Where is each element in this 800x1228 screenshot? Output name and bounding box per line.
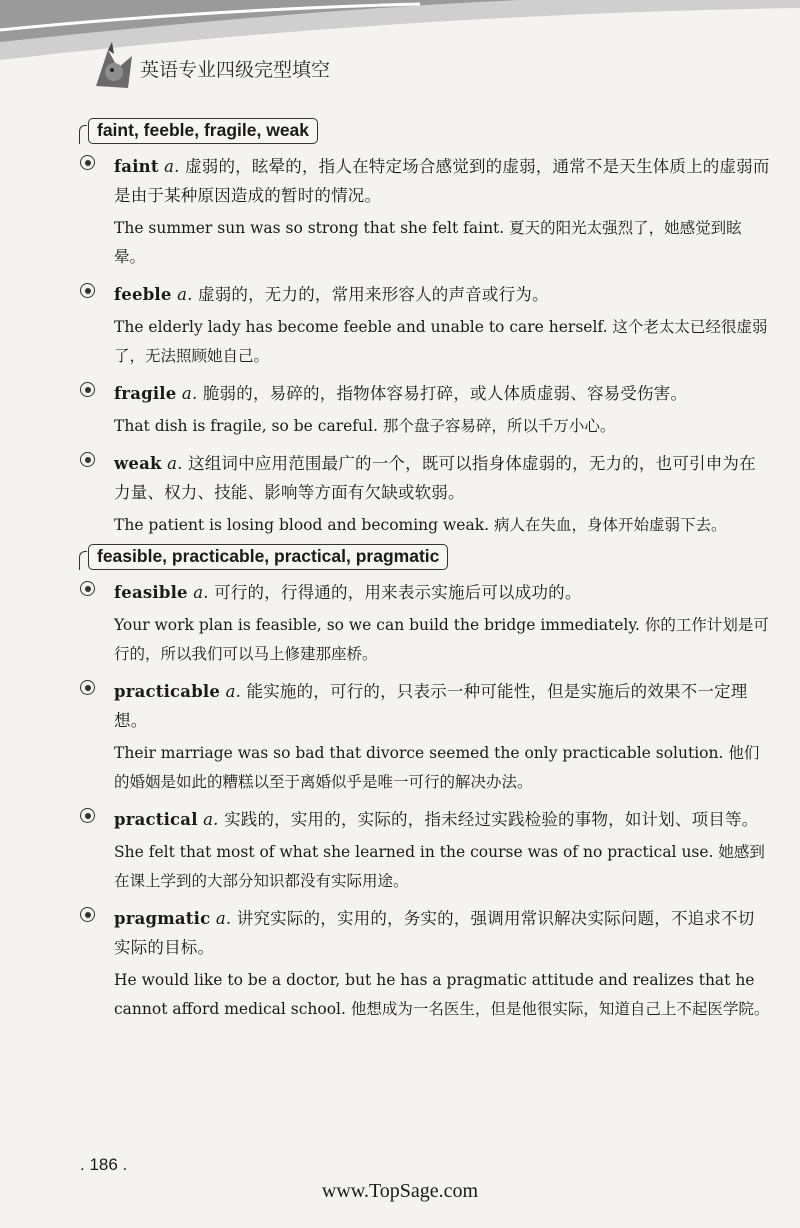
page-number: . 186 .	[80, 1155, 128, 1174]
part-of-speech: a.	[215, 909, 232, 928]
headword: faint	[114, 157, 159, 176]
bullet-icon	[80, 283, 95, 298]
group-header-feasible: feasible, practicable, practical, pragmatic	[88, 544, 448, 570]
example-sentence: Your work plan is feasible, so we can build the bridge immediately. 你的工作计划是可行的，所以我们可以马上修建那座桥。	[114, 616, 769, 663]
example-sentence: Their marriage was so bad that divorce seemed the only practicable solution. 他们的婚姻是如此的糟糕以至于离婚似乎是唯一可行的解决办法。	[114, 744, 760, 791]
example-sentence: She felt that most of what she learned in the course was of no practical use. 她感到在课上学到的大部分知识都没有实际用途。	[114, 843, 765, 890]
part-of-speech: a.	[167, 454, 183, 473]
part-of-speech: a.	[225, 682, 242, 701]
bullet-icon	[80, 907, 95, 922]
part-of-speech: a.	[181, 384, 198, 403]
headword: feeble	[114, 285, 172, 304]
bullet-icon	[80, 382, 95, 397]
part-of-speech: a.	[164, 157, 180, 176]
definition: 虚弱的，无力的，常用来形容人的声音或行为。	[198, 285, 549, 304]
headword: practicable	[114, 682, 221, 701]
example-sentence: He would like to be a doctor, but he has a pragmatic attitude and realizes that he cannot afford medical school. 他想成为一名医生，但是他很实际，知道自己上不起医学院。	[114, 971, 770, 1018]
entry-feasible	[80, 578, 770, 669]
entry-faint	[80, 152, 770, 272]
headword: fragile	[114, 384, 177, 403]
example-sentence: The elderly lady has become feeble and unable to care herself. 这个老太太已经很虚弱了，无法照顾她自己。	[114, 318, 768, 365]
example-sentence: That dish is fragile, so be careful. 那个盘子容易碎，所以千万小心。	[114, 417, 616, 435]
bullet-icon	[80, 155, 95, 170]
entry-practicable	[80, 677, 770, 797]
entry-fragile	[80, 379, 770, 441]
part-of-speech: a.	[193, 583, 209, 602]
bullet-icon	[80, 680, 95, 695]
headword: feasible	[114, 583, 188, 602]
group-header-weak: faint, feeble, fragile, weak	[88, 118, 318, 144]
footer-url: www.TopSage.com	[321, 1180, 479, 1202]
book-title: 英语专业四级完型填空	[140, 59, 331, 81]
headword: weak	[114, 454, 162, 473]
example-sentence: The patient is losing blood and becoming weak. 病人在失血，身体开始虚弱下去。	[114, 516, 727, 534]
definition: 讲究实际的，实用的，务实的，强调用常识解决实际问题，不追求不切实际的目标。	[114, 909, 755, 957]
content-area	[80, 118, 770, 1024]
entry-practical	[80, 805, 770, 896]
headword: pragmatic	[114, 909, 211, 928]
entry-pragmatic	[80, 904, 770, 1024]
definition: 能实施的，可行的，只表示一种可能性，但是实施后的效果不一定理想。	[114, 682, 748, 730]
definition: 实践的，实用的，实际的，指未经过实践检验的事物，如计划、项目等。	[224, 810, 759, 829]
entry-feeble	[80, 280, 770, 371]
part-of-speech: a.	[177, 285, 193, 304]
definition: 脆弱的，易碎的，指物体容易打碎，或人体质虚弱、容易受伤害。	[202, 384, 688, 403]
headword: practical	[114, 810, 198, 829]
definition: 虚弱的，眩晕的，指人在特定场合感觉到的虚弱，通常不是天生体质上的虚弱而是由于某种原因造成的暂时的情况。	[114, 157, 770, 205]
mascot-icon	[88, 42, 138, 94]
bullet-icon	[80, 581, 95, 596]
bullet-icon	[80, 808, 95, 823]
example-sentence: The summer sun was so strong that she felt faint. 夏天的阳光太强烈了，她感觉到眩晕。	[114, 219, 742, 266]
bullet-icon	[80, 452, 95, 467]
entry-weak	[80, 449, 770, 540]
definition: 可行的，行得通的，用来表示实施后可以成功的。	[214, 583, 582, 602]
definition: 这组词中应用范围最广的一个，既可以指身体虚弱的，无力的，也可引申为在力量、权力、技能、影响等方面有欠缺或软弱。	[114, 454, 756, 502]
part-of-speech: a.	[203, 810, 219, 829]
